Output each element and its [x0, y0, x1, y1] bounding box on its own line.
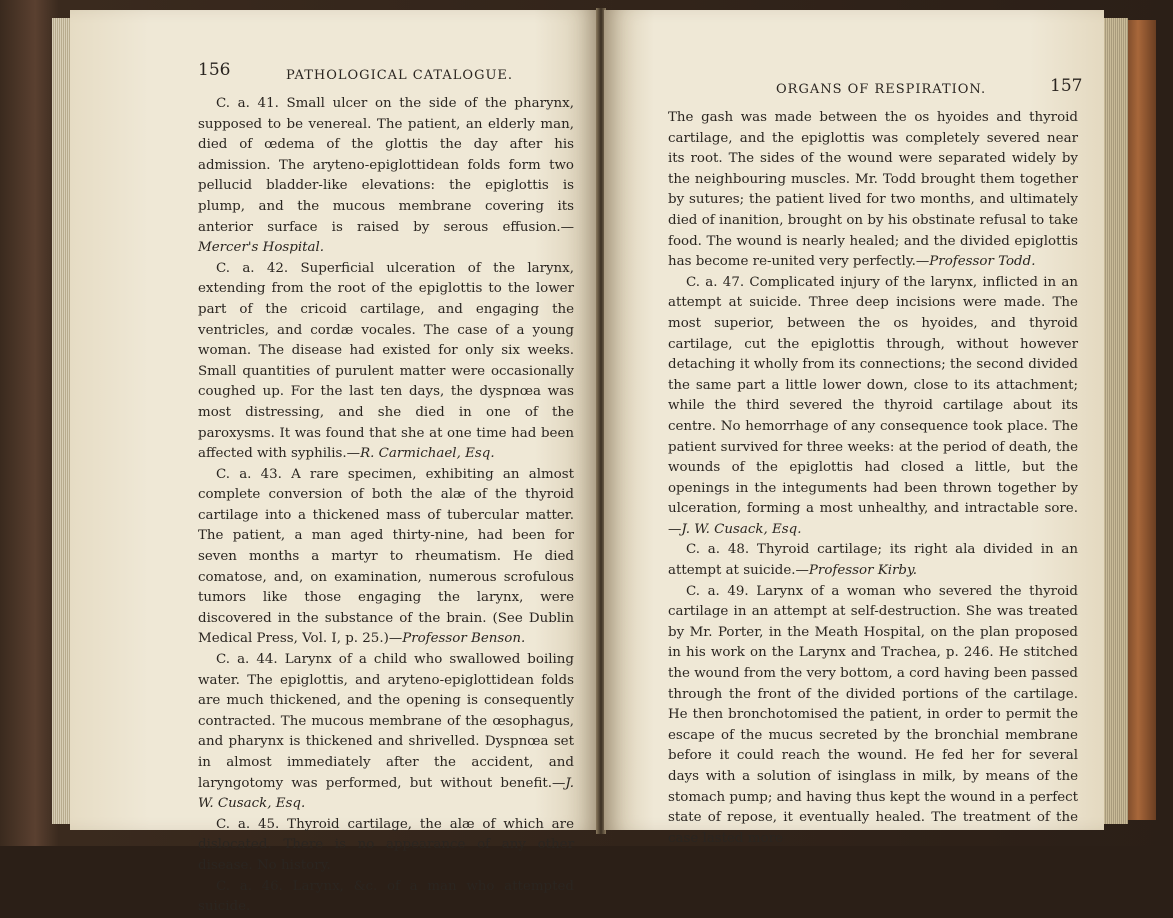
- attribution: —Mercer's Hospital.: [198, 219, 574, 256]
- right-page: [604, 10, 1104, 846]
- paragraph-text: C. a. 46. Larynx, &c. of a man who attempted suicide.: [198, 878, 574, 915]
- paragraph: [198, 877, 574, 918]
- right-running-head: ORGANS OF RESPIRATION.: [776, 82, 987, 97]
- attribution: —Professor Kirby.: [795, 563, 918, 579]
- left-page-number: 156: [198, 60, 231, 80]
- paragraph-text: C. a. 48. Thyroid cartilage; its right ala divided in an attempt at suicide.: [668, 542, 1078, 579]
- left-running-head: PATHOLOGICAL CATALOGUE.: [286, 68, 514, 83]
- right-page-body: [668, 108, 1078, 849]
- paragraph-text: C. a. 44. Larynx of a child who swallowed boiling water. The epiglottis, and aryteno-epiglottidean folds are much thickened, and the opening is consequently contracted. The mucous membrane of the œsophagus, and pharynx is thickened and shrivelled. Dyspnœa set in almost immediately after the accident, and laryngotomy was performed, but without benefit.: [198, 652, 574, 791]
- attribution: —Professor Benson.: [388, 631, 526, 647]
- paragraph: [668, 273, 1078, 541]
- attribution: —J. W. Cusack, Esq.: [668, 521, 802, 537]
- paragraph: [668, 540, 1078, 581]
- book-cover-edge: [1126, 20, 1156, 820]
- attribution: —R. Carmichael, Esq.: [346, 446, 495, 462]
- left-page-body: [198, 94, 574, 918]
- paragraph-text: C. a. 42. Superficial ulceration of the larynx, extending from the root of the epiglottis to the lower part of the cricoid cartilage, and engaging the ventricles, and cordæ vocales. The case of a young woman. The disease had existed for only six weeks. Small quantities of purulent matter were occasionally coughed up. For the last ten days, the dyspnœa was most distressing, and she died in one of the paroxysms. It was found that she at one time had been affected with syphilis.: [198, 260, 574, 462]
- paragraph-text: C. a. 41. Small ulcer on the side of the pharynx, supposed to be venereal. The patient, an elderly man, died of œdema of the glottis the day after his admission. The aryteno-epiglottidean folds form two pellucid bladder-like elevations: the epiglottis is plump, and the mucous membrane covering its anterior surface is raised by serous effusion.: [198, 96, 574, 235]
- paragraph-text: The gash was made between the os hyoides and thyroid cartilage, and the epiglottis was completely severed near its root. The sides of the wound were separated widely by the neighbouring muscles. Mr. Todd brought them together by sutures; the patient lived for two months, and ultimately died of inanition, brought on by his obstinate refusal to take food. The wound is nearly healed; and the divided epiglottis has become re-united very perfectly.: [668, 110, 1078, 270]
- page-edges-right: [1102, 18, 1128, 824]
- left-page: [70, 10, 598, 915]
- right-page-number: 157: [1050, 76, 1083, 96]
- paragraph-text: C. a. 43. A rare specimen, exhibiting an almost complete conversion of both the alæ of the thyroid cartilage into a thickened mass of tubercular matter. The patient, a man aged thirty-nine, had been for seven months a martyr to rheumatism. He died comatose, and, on examination, numerous scrofulous tumors like those engaging the larynx, were discovered in the substance of the brain. (See Dublin Medical Press, Vol. I, p. 25.): [198, 466, 574, 647]
- paragraph-text: C. a. 49. Larynx of a woman who severed the thyroid cartilage in an attempt at self-destruction. She was treated by Mr. Porter, in the Meath Hospital, on the plan proposed in his work on the Larynx and Trachea, p. 246. He stitched the wound from the very bottom, a cord having been passed through the front of the divided portions of the cartilage. He then bronchotomised the patient, in order to permit the escape of the mucus secreted by the bronchial membrane before it could reach the wound. He fed her for several days with a solution of isinglass in milk, by means of the stomach pump; and having thus kept the wound in a perfect state of repose, it eventually healed. The treatment of the case lasted more: [668, 583, 1078, 846]
- paragraph: [198, 650, 574, 815]
- attribution: —J. W. Cusack, Esq.: [198, 775, 574, 812]
- paragraph-text: C. a. 47. Complicated injury of the larynx, inflicted in an attempt at suicide. Three deep incisions were made. The most superior, between the os hyoides, and thyroid cartilage, cut the epiglottis through, without however detaching it wholly from its connections; the second divided the same part a little lower down, close to its attachment; while the third severed the thyroid cartilage about its centre. No hemorrhage of any consequence took place. The patient survived for three weeks: at the period of death, the wounds of the epiglottis had closed a little, but the openings in the integuments had been thrown together by ulceration, forming a most unhealthy, and intractable sore.: [668, 274, 1078, 517]
- paragraph: [198, 94, 574, 259]
- paragraph: [668, 582, 1078, 850]
- paragraph: [668, 108, 1078, 273]
- paragraph: [198, 465, 574, 650]
- paragraph: [198, 259, 574, 465]
- paragraph-text: C. a. 45. Thyroid cartilage, the alæ of which are dislocated. There is no appearance of any other disease. No history.: [198, 816, 574, 873]
- attribution: —Professor Todd.: [915, 254, 1036, 270]
